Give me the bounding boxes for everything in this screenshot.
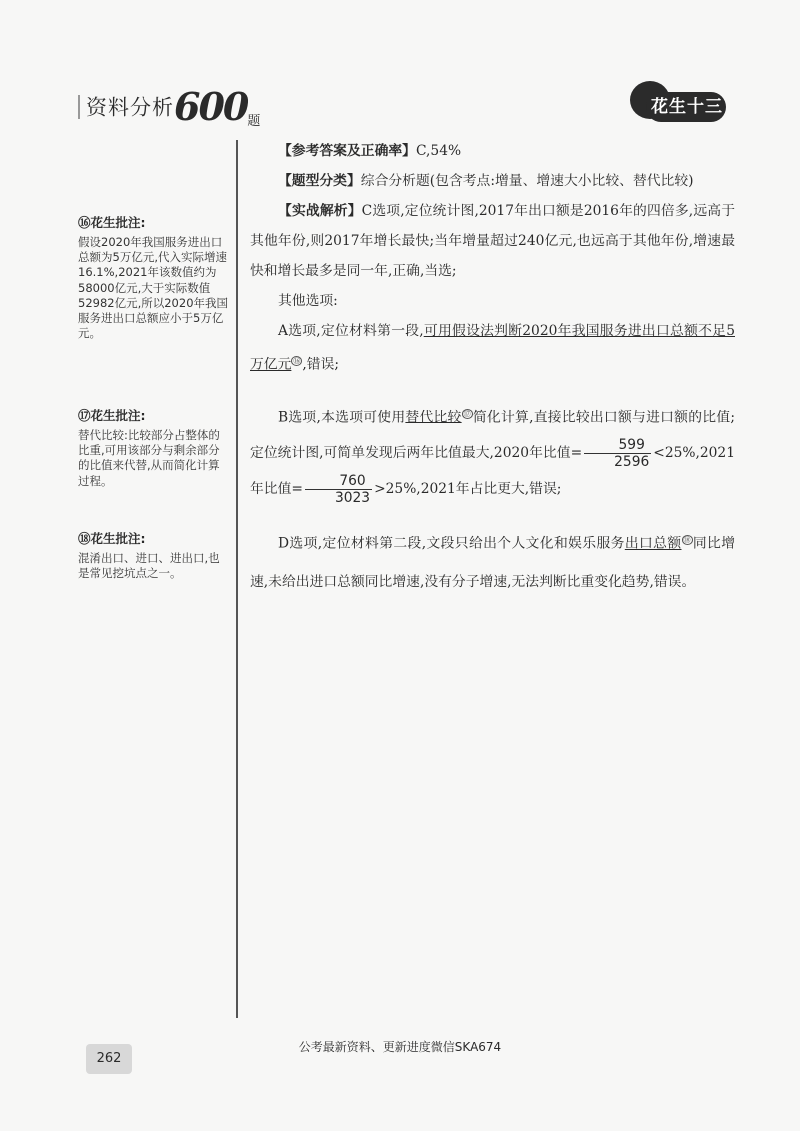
note-title: ⑱花生批注:	[78, 531, 146, 546]
option-a-end: ,错误;	[302, 356, 340, 373]
answer-value: C,54%	[415, 143, 462, 159]
option-b-mid2: <25%,2021年比值=	[250, 445, 735, 498]
option-b-underlined: 替代比较	[405, 409, 462, 426]
option-a-paragraph	[250, 316, 735, 380]
analysis-label: 【实战解析】	[278, 203, 362, 219]
column-divider	[236, 140, 238, 1018]
type-line	[250, 166, 735, 196]
other-options-line: 其他选项:	[278, 293, 338, 309]
fraction-denominator: 3023	[334, 490, 371, 507]
book-number: 600	[174, 84, 248, 129]
fraction-2021	[305, 473, 372, 506]
book-title: 资料分析	[86, 95, 174, 120]
note-text: 替代比较:比较部分占整体的比重,可用该部分与剩余部分的比值来代替,从而简化计算过程。	[78, 428, 220, 488]
note-text: 混淆出口、进口、进出口,也是常见挖坑点之一。	[78, 551, 220, 581]
option-d-start: D选项,定位材料第二段,文段只给出个人文化和娱乐服务	[278, 535, 625, 552]
option-b-paragraph	[250, 396, 735, 508]
option-b-mid: 简化计算,直接比较出口额与进口额的比值;定位统计图,可简单发现后两年比值最大,2020年比值=	[250, 409, 736, 462]
option-d-end: 同比增速,未给出进口总额同比增速,没有分子增速,无法判断比重变化趋势,错误。	[250, 535, 736, 590]
option-d-paragraph	[250, 521, 735, 601]
option-d-underlined: 出口总额	[624, 535, 682, 552]
page-number: 262	[86, 1044, 132, 1074]
fraction-denominator: 2596	[614, 454, 650, 471]
fraction-2020	[584, 437, 651, 470]
footer-text: 公考最新资料、更新进度微信SKA674	[298, 1040, 502, 1054]
note-text: 假设2020年我国服务进出口总额为5万亿元,代入实际增速16.1%,2021年该数值约为58000亿元,大于实际数值52982亿元,所以2020年我国服务进出口总额应小于5万亿元。	[78, 235, 229, 341]
note-title: ⑯花生批注:	[78, 215, 146, 230]
sidebar-note-18	[78, 529, 228, 581]
option-a-underlined: 可用假设法判断2020年我国服务进出口总额不足5万亿元	[250, 323, 735, 373]
main-content	[250, 136, 735, 601]
header-divider	[78, 95, 80, 119]
note-mark-18: ⑱	[683, 536, 691, 545]
option-b-end: >25%,2021年占比更大,错误;	[374, 481, 562, 498]
fraction-numerator: 760	[305, 473, 372, 490]
note-mark-16: ⑯	[293, 357, 301, 365]
book-header	[78, 84, 260, 129]
fraction-numerator: 599	[584, 437, 651, 454]
option-b-start: B选项,本选项可使用	[278, 409, 406, 426]
sidebar-note-16	[78, 213, 228, 341]
analysis-paragraph	[250, 196, 735, 286]
answer-line	[250, 136, 735, 166]
book-suffix: 题	[247, 114, 261, 129]
note-title: ⑰花生批注:	[78, 408, 146, 423]
analysis-text: C选项,定位统计图,2017年出口额是2016年的四倍多,远高于其他年份,则2017年增长最快;当年增量超过240亿元,也远高于其他年份,增速最快和增长最多是同一年,正确,当选;	[250, 203, 736, 279]
option-a-start: A选项,定位材料第一段,	[278, 323, 424, 339]
type-label: 【题型分类】	[278, 173, 361, 189]
sidebar-note-17	[78, 406, 228, 489]
type-value: 综合分析题(包含考点:增量、增速大小比较、替代比较)	[360, 173, 694, 189]
note-mark-17: ⑰	[463, 409, 471, 418]
brand-name: 花生十三	[651, 97, 723, 117]
answer-label: 【参考答案及正确率】	[278, 143, 416, 159]
